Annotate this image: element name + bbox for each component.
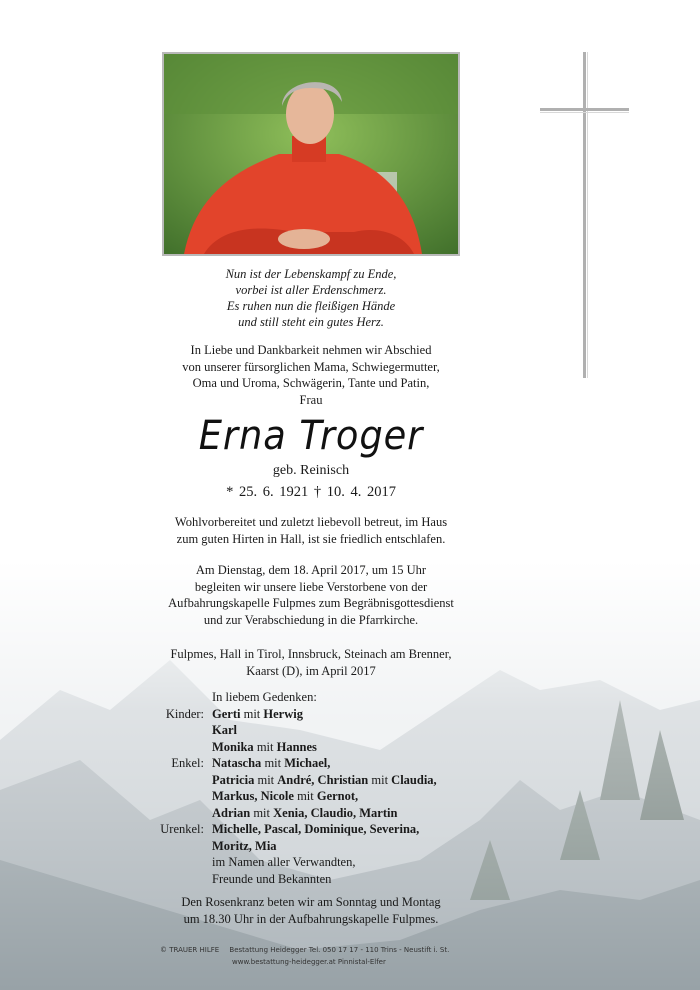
paragraph-line: um 18.30 Uhr in der Aufbahrungskapelle Fulpmes. xyxy=(183,911,439,926)
enkel-label: Enkel: xyxy=(171,756,204,770)
relative-connector: mit xyxy=(240,706,264,721)
footer-line xyxy=(160,946,457,954)
intro-text xyxy=(0,342,622,408)
urenkel-label: Urenkel: xyxy=(160,822,204,836)
poem-line: vorbei ist aller Erdenschmerz. xyxy=(235,283,387,297)
relative-connector: mit xyxy=(254,772,278,787)
relative-name: Hannes xyxy=(276,739,317,754)
relative-name: Herwig xyxy=(263,706,303,721)
paragraph-line: Am Dienstag, dem 18. April 2017, um 15 Uhr xyxy=(195,563,427,577)
relative-name: Michael, xyxy=(284,756,331,770)
portrait-photo xyxy=(162,52,460,256)
paragraph-places xyxy=(0,646,622,679)
intro-line: Frau xyxy=(299,392,323,407)
relative-name: Adrian xyxy=(212,805,251,820)
relatives-list xyxy=(0,689,622,887)
paragraph-line: Wohlvorbereitet und zuletzt liebevoll betreut, im Haus xyxy=(174,515,448,529)
paragraph-rosary xyxy=(0,894,622,927)
relative-name: Patricia xyxy=(212,772,255,787)
closing-line: Freunde und Bekannten xyxy=(212,871,332,886)
poem xyxy=(0,266,622,330)
relative-name: Xenia, Claudio, Martin xyxy=(273,805,398,820)
footer-web: www.bestattung-heidegger.at Pinnistal-Elfer xyxy=(232,958,386,966)
relative-name: Moritz, Mia xyxy=(212,838,277,853)
relative-name: Claudia, xyxy=(391,772,437,787)
relative-name: Natascha xyxy=(212,756,262,770)
paragraph-line: Kaarst (D), im April 2017 xyxy=(246,663,376,678)
intro-line: In Liebe und Dankbarkeit nehmen wir Abschied xyxy=(190,343,432,357)
poem-line: Nun ist der Lebenskampf zu Ende, xyxy=(225,267,397,281)
relative-connector: mit xyxy=(261,756,285,770)
paragraph-line: Fulpmes, Hall in Tirol, Innsbruck, Steinach am Brenner, xyxy=(170,647,452,661)
relative-name: Gerti xyxy=(212,706,241,721)
cross-bar xyxy=(540,108,629,111)
closing-line: im Namen aller Verwandten, xyxy=(212,855,356,869)
relative-name: Markus, Nicole xyxy=(212,789,294,803)
paragraph-line: begleiten wir unsere liebe Verstorbene von der xyxy=(194,579,428,594)
intro-line: von unserer fürsorglichen Mama, Schwiegermutter, xyxy=(182,359,440,374)
paragraph-line: Den Rosenkranz beten wir am Sonntag und Montag xyxy=(181,895,441,909)
paragraph-line: Aufbahrungskapelle Fulpmes zum Begräbnisgottesdienst xyxy=(168,596,454,610)
relative-name: Michelle, Pascal, Dominique, Severina, xyxy=(212,822,420,836)
birth-name: geb. Reinisch xyxy=(272,463,350,478)
footer-brand: © TRAUER HILFE xyxy=(160,946,220,954)
relative-connector: mit xyxy=(368,772,392,787)
relatives-heading: In liebem Gedenken: xyxy=(212,690,317,704)
relative-name: André, Christian xyxy=(277,772,369,787)
paragraph-line: zum guten Hirten in Hall, ist sie friedlich entschlafen. xyxy=(176,531,446,546)
footer-company: Bestattung Heidegger Tel. 050 17 17 - 110 Trins - Neustift i. St. xyxy=(229,946,450,954)
deceased-name: Erna Troger xyxy=(198,413,424,459)
paragraph-passing xyxy=(0,514,622,547)
relative-name: Monika xyxy=(212,739,254,754)
poem-line: Es ruhen nun die fleißigen Hände xyxy=(226,299,396,313)
portrait-image xyxy=(164,54,458,254)
relative-name: Gernot, xyxy=(316,789,359,803)
relative-connector: mit xyxy=(293,789,317,803)
kinder-label: Kinder: xyxy=(165,706,204,721)
paragraph-funeral xyxy=(0,562,622,628)
relative-connector: mit xyxy=(250,805,274,820)
relative-name: Karl xyxy=(212,723,237,737)
relative-connector: mit xyxy=(253,739,277,754)
life-dates: * 25. 6. 1921 † 10. 4. 2017 xyxy=(226,484,396,500)
cross-bar-highlight xyxy=(540,112,629,113)
poem-line: und still steht ein gutes Herz. xyxy=(238,315,384,329)
paragraph-line: und zur Verabschiedung in die Pfarrkirche. xyxy=(203,612,419,627)
intro-line: Oma und Uroma, Schwägerin, Tante und Patin, xyxy=(192,376,430,390)
